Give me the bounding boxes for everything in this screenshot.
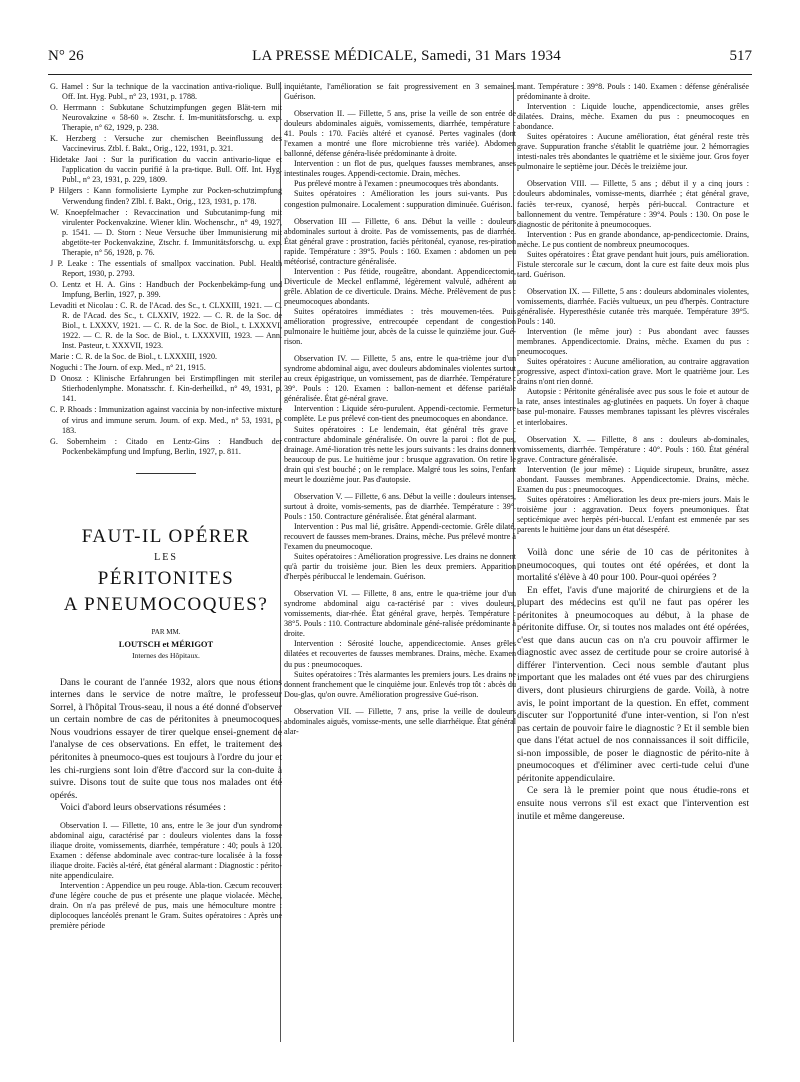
article-authors: LOUTSCH et MÉRIGOT [118,638,214,649]
reference-list [50,82,282,457]
paragraph: Observation II. — Fillette, 5 ans, prise la veille de son entrée de douleurs abdominales aiguës, vomissements, diarrhée, température : 41. Pouls : 170. Faciès altéré et cyanosé. Pertes vaginales (dont l'examen a montré une flore microbienne très variée). Abdomen ballonné, défense généra-lisée prédominante à droite. [284,109,516,159]
paragraph: Dans le courant de l'année 1932, alors que nous étions internes dans le service de notre maître, le professeur Sorrel, à l'hôpital Trous-seau, il nous a été donné d'observer un certain nombre de cas de péritonites à pneumocoques. Nous voudrions essayer de tirer quelque ensei-gnement de l'analyse de ces observations. En effet, le traitement des péritonites à pneumoco-ques est toujours à l'ordre du jour et les chi-rurgiens sont loin d'être d'accord sur la con-duite à suivre. Disons tout de suite que tous nos malades ont été opérés. [50,676,282,801]
paragraph: Observation I. — Fillette, 10 ans, entre le 3e jour d'un syndrome abdominal aigu, caractérisé par : douleurs violentes dans la fosse iliaque droite, vomissements, diarrhée, température : 40; pouls à 120. Examen : défense abdominale avec contrac-ture localisée à la fosse iliaque droite. Faciès al-téré, état général alarmant : Diagnostic : périto-nite appendiculaire. [50,820,282,880]
paragraph: Intervention (le même jour) : Pus abondant avec fausses membranes. Appendicectomie. Drains, mèche. Examen du pus : pneumocoques. [517,327,749,357]
reference-item: Noguchi : The Journ. of exp. Med., n° 21, 1915. [50,363,206,373]
journal-title: LA PRESSE MÉDICALE, Samedi, 31 Mars 1934 [252,48,561,64]
reference-item: D Onosz : Klinische Erfahrungen bei Erstimpflingen mit steriler Stierhodenlymphe. Monatsschr. f. Kin-derheilkd., n° 49, 1931, p. 141. [50,374,282,404]
page-header [48,48,752,70]
paragraph: Suites opératoires : État grave pendant huit jours, puis amélioration. Fistule stercorale sur le cæcum, dont la cure est faite deux mois plus tard. Guérison. [517,249,749,279]
article-title-line: FAUT-IL OPÉRER [81,525,251,547]
paragraph: Voilà donc une série de 10 cas de péritonites à pneumocoques, qui toutes ont été opérées, et dont la mortalité s'élève à 40 pour 100. Pour-quoi opérées ? [517,547,749,584]
article-title-line: PÉRITONITES [97,567,235,589]
article-intro [50,677,282,815]
reference-item: Levaditi et Nicolau : C. R. de l'Acad. des Sc., t. CLXXIII, 1921. — C. R. de l'Acad. des Sc., t. CLXXIV, 1922. — C. R. de la Soc. de Biol., t. LXXXV, 1921. — C. R. de la Soc. de Biol., t. LXXXVI, 1922. — C. R. de la Soc. de Biol., t. LXXXVIII, 1923. — Ann. Inst. Pasteur, t. XXXVII, 1923. [50,300,282,351]
reference-item: Marie : C. R. de la Soc. de Biol., t. LXXXIII, 1920. [50,352,218,362]
reference-item: P Hilgers : Kann formolisierte Lymphe zur Pocken-schutzimpfung Verwendung finden? Zlbl. f. Bakt., Orig., 123, 1931, p. 178. [50,186,282,206]
reference-item: C. P. Rhoads : Immunization against vaccinia by non-infective mixture of virus and immune serum. Journ. of exp. Med., n° 53, 1931, p. 183. [50,405,282,435]
page-number: 517 [729,48,752,64]
paragraph: Observation IV. — Fillette, 5 ans, entre le qua-trième jour d'un syndrome abdominal aigu, avec douleurs abdominales violentes surtout au creux épigastrique, un vomissement, pas de diarrhée. Température : 39°. Pouls : 120. Examen : ballon-nement et défense pariétale généralisée. État gé-néral grave. [284,354,516,404]
paragraph: Observation X. — Fillette, 8 ans : douleurs ab-dominales, vomissements, diarrhée. Température : 40°. Pouls : 160. État général grave. Contracture généralisée. [517,434,749,464]
issue-number: N° 26 [48,48,84,64]
reference-item: K. Herzberg : Versuche zur chemischen Beeinflussung des Vaccinevirus. Ztbl. f. Bakt., Orig., 122, 1931, p. 321. [50,134,282,154]
paragraph: Intervention : Appendice un peu rouge. Abla-tion. Cæcum recouvert d'une légère couche de pus et présente une plaque violacée. Mèche, drain. On n'a pas prélevé de pus, mais une hémoculture montre : diplocoques lancéolés prenant le Gram. Suites opératoires : Après une première période [50,880,282,931]
paragraph: Pus prélevé montre à l'examen : pneumocoques très abondants. [294,179,499,189]
reference-item: J P. Leake : The essentials of smallpox vaccination. Publ. Health Report, 1930, p. 2793. [50,258,282,278]
paragraph: Voici d'abord leurs observations résumées : [60,802,226,814]
paragraph: Suites opératoires : Très alarmantes les premiers jours. Les drains ne donnent franchement que le cinquième jour. Enlevés trop tôt : abcès du Dou-glas, qu'on ouvre. Amélioration progressive Gué-rison. [284,669,516,699]
paragraph: Observation IX. — Fillette, 5 ans : douleurs abdominales violentes, vomissements, diarrhée. Faciès vultueux, un peu d'herpès. Contracture généralisée. Hyperesthésie cutanée très marquée. Température 39°5. Pouls : 140. [517,286,749,327]
paragraph: Intervention : un flot de pus, quelques fausses membranes, anses intestinales rouges. Appendi-cectomie. Drain, mèches. [284,159,516,179]
paragraph: Observation VIII. — Fillette, 5 ans ; début il y a cinq jours : douleurs abdominales, vomisse-ments, diarrhée ; état général grave, faciès ter-reux, cyanosé, herpès péri-buccal. Contracture et ballonnement du ventre. Température : 39°4. Pouls : 130. On pose le diagnostic de péritonite à pneumocoques. [517,179,749,229]
column-1 [50,82,282,931]
byline-prefix: PAR MM. [151,627,181,636]
paragraph: Observation VII. — Fillette, 7 ans, prise la veille de douleurs abdominales aiguës, vomisse-ments, une selle diarrhéique. État général alar- [284,706,516,736]
paragraph: Intervention (le jour même) : Liquide sirupeux, brunâtre, assez abondant. Fausses membranes. Appendicectomie. Drains, mèche. Examen du pus : pneumocoques. [517,464,749,494]
article-title-line: A PNEUMOCOQUES? [63,593,269,615]
paragraph: Intervention : Sérosité louche, appendicectomie. Anses grêles dilatées et recouvertes de fausses membranes. Drains, mèche. Examen du pus : pneumocoques. [284,639,516,669]
article-discussion [517,547,749,823]
paragraph: Suites opératoires : Amélioration progressive. Les drains ne donnent qu'à partir du troisième jour. Bien les deux premiers. Apparition d'herpès péribuccal le lendemain. Guérison. [284,552,516,582]
paragraph: Suites opératoires immédiates : très mouvemen-tées. Puis amélioration progressive, entrecoupée cependant de congestion pulmonaire le huitième jour, abcès de la cuisse le quinzième jour. Gué-rison. [284,306,516,347]
paragraph: Ce sera là le premier point que nous étudie-rons et ensuite nous verrons s'il est exact que l'intervention est inutile et même dangereuse. [517,785,749,822]
paragraph: Observation III — Fillette, 6 ans. Début la veille : douleurs abdominales surtout à droite. Pas de vomissements, pas de diarrhée. État général grave : prostration, faciès péritonéal, cyanose, res-piration rapide. Température : 39°5. Pouls : 160. Examen : abdomen un peu météorisé, contracture généralisée. [284,216,516,266]
column-3 [517,82,749,823]
paragraph: Suites opératoires : Amélioration les deux pre-miers jours. Mais le troisième jour : aggravation. Deux foyers pneumoniques. État septicémique avec herpès péri-buccal. L'enfant est emmenée par ses parents le huitième jour dans un état désespéré. [517,494,749,534]
reference-item: G. Hamel : Sur la technique de la vaccination antiva-riolique. Bull. Off. Int. Hyg. Publ., n° 23, 1931, p. 1788. [50,82,282,102]
paragraph: Intervention : Pus mal lié, grisâtre. Appendi-cectomie. Grêle dilaté, recouvert de fausses mem-branes. Drains, mèche. Pus prélevé montre à l'examen du pneumocoque. [284,521,516,552]
paragraph: Intervention : Liquide séro-purulent. Appendi-cectomie. Fermeture complète. Le pus prélevé con-tient des pneumocoques en abondance. [284,404,516,424]
reference-item: O. Lentz et H. A. Gins : Handbuch der Pockenbekämp-fung und Impfung, Berlin, 1927, p. 399. [50,279,282,299]
reference-item: O. Herrmann : Subkutane Schutzimpfungen gegen Blät-tern mit Neurovakzine « 58-60 ». Ztschr. f. Im-munitätsforschg. u. exp. Therapie, n° 62, 1929, p. 238. [50,103,282,133]
paragraph: Suites opératoires : Aucune amélioration, état général reste très grave. Suppuration franche s'établit le quatrième jour. 2 hémorragies intesti-nales très abondantes le quatrième et le sixième jour. Gros foyer pulmonaire le septième jour. Décès le treizième jour. [517,132,749,172]
paragraph: Intervention : Pus fétide, rougeâtre, abondant. Appendicectomie, Diverticule de Meckel enflammé, légèrement valvulé, adhérent au grêle. Ablation de ce diverticule. Drains. Mèche. Prélèvement de pus : pneumocoques abondants. [284,266,516,306]
author-affiliation: Internes des Hôpitaux. [132,650,200,660]
paragraph: Observation V. — Fillette, 6 ans. Début la veille : douleurs intenses, surtout à droite, vomis-sements, pas de diarrhée. Température : 39°. Pouls : 150. Contracture généralisée. État général alarmant. [284,491,516,521]
reference-item: W. Knoepfelmacher : Revaccination und Subcutanimp-fung mit virulenter Pockenvakzine. Wiener klin. Wochenschr., n° 49, 1927, p. 1541. — D. Storn : Neue Versuche über Immunisierung mit abgetöte-ter Pockenvakzine, Ztschr. f. Immunitätsforschg. u. exp. Therapie, n° 56, 1928, p. 76. [50,207,282,257]
reference-item: Hidetake Jaoi : Sur la purification du vaccin antivario-lique et l'application du vaccin purifié à la pra-tique. Bull. Off. Int. Hyg. Publ., n° 23, 1931, p. 229, 1809. [50,155,282,185]
paragraph: Suites opératoires : Le lendemain, état général très grave : contracture abdominale généralisée. On ouvre la paroi : flot de pus, drainage. Amé-lioration très nette les jours suivants : les drains donnent beaucoup de pus. Le huitième jour : brusque aggravation. On retire le drain qui s'est bouché ; on le remplace. Malgré tous les soins, l'enfant meurt le douzième jour. Pas d'autopsie. [284,424,516,484]
paragraph: Observation VI. — Fillette, 8 ans, entre le qua-trième jour d'un syndrome abdominal aigu ca-ractérisé par : vives douleurs, vomissements, diar-rhée. État général grave, herpès. Température : 38°5. Pouls : 110. Contracture abdominale géné-ralisée prédominante à droite. [284,589,516,639]
column-2 [284,82,516,737]
paragraph: Intervention : Liquide louche, appendicectomie, anses grêles dilatées. Drains, mèche. Examen du pus : pneumocoques en abondance. [517,102,749,132]
paragraph: inquiétante, l'amélioration se fait progressivement en 3 semaines. Guérison. [284,82,516,102]
section-divider [136,473,196,474]
header-rule [48,74,752,75]
paragraph: Autopsie : Péritonite généralisée avec pus sous le foie et autour de la rate, anses intestinales ag-glutinées en paquets. Un foyer à chaque base pul-monaire. Fausses membranes tapissant les plèvres viscérales et interlobaires. [517,387,749,427]
paragraph: En effet, l'avis d'une majorité de chirurgiens et de la plupart des médecins est qu'il ne faut pas opérer les péritonites à pneumocoques au début, à la phase de péritonite diffuse. Or, si toutes nos malades ont été opérées, c'est que dans aucun cas on n'a cru pouvoir affirmer le diagnostic avec assez de certitude pour se croire autorisé à différer l'intervention. Ceci nous semble d'autant plus important que les malades ont été vues par des chirurgiens divers, dont plusieurs chirurgiens de garde. Voilà, à notre avis, le point important de la question. En effet, comment discuter sur l'opportunité d'une inter-vention, si l'on n'est pas certain de pouvoir faire le diagnostic ? Et il semble bien que dans l'état actuel de nos connaissances il soit difficile, si-non impossible, de poser le diagnostic de périto-nite à pneumocoques et d'éliminer avec certi-tude celui d'une péritonite appendiculaire. [517,584,749,784]
article-title-block [50,524,282,661]
paragraph: Intervention : Pus en grande abondance, ap-pendicectomie. Drains, mèche. Le pus contient de nombreux pneumocoques. [517,229,749,249]
paragraph: mant. Température : 39°8. Pouls : 140. Examen : défense généralisée prédominante à droite. [517,82,749,102]
paragraph: Suites opératoires : Aucune amélioration, au contraire aggravation progressive, aspect d'intoxi-cation grave. Mort le quatrième jour. Les drains n'ont rien donné. [517,357,749,387]
article-title-line: LES [154,551,178,563]
reference-item: G. Sobernheim : Citado en Lentz-Gins : Handbuch der Pockenbekämpfung und Impfung, Berlin, 1927, p. 811. [50,436,282,456]
paragraph: Suites opératoires : Amélioration les jours sui-vants. Pus : congestion pulmonaire. Localement : suppuration diminuée. Guérison. [284,189,516,209]
